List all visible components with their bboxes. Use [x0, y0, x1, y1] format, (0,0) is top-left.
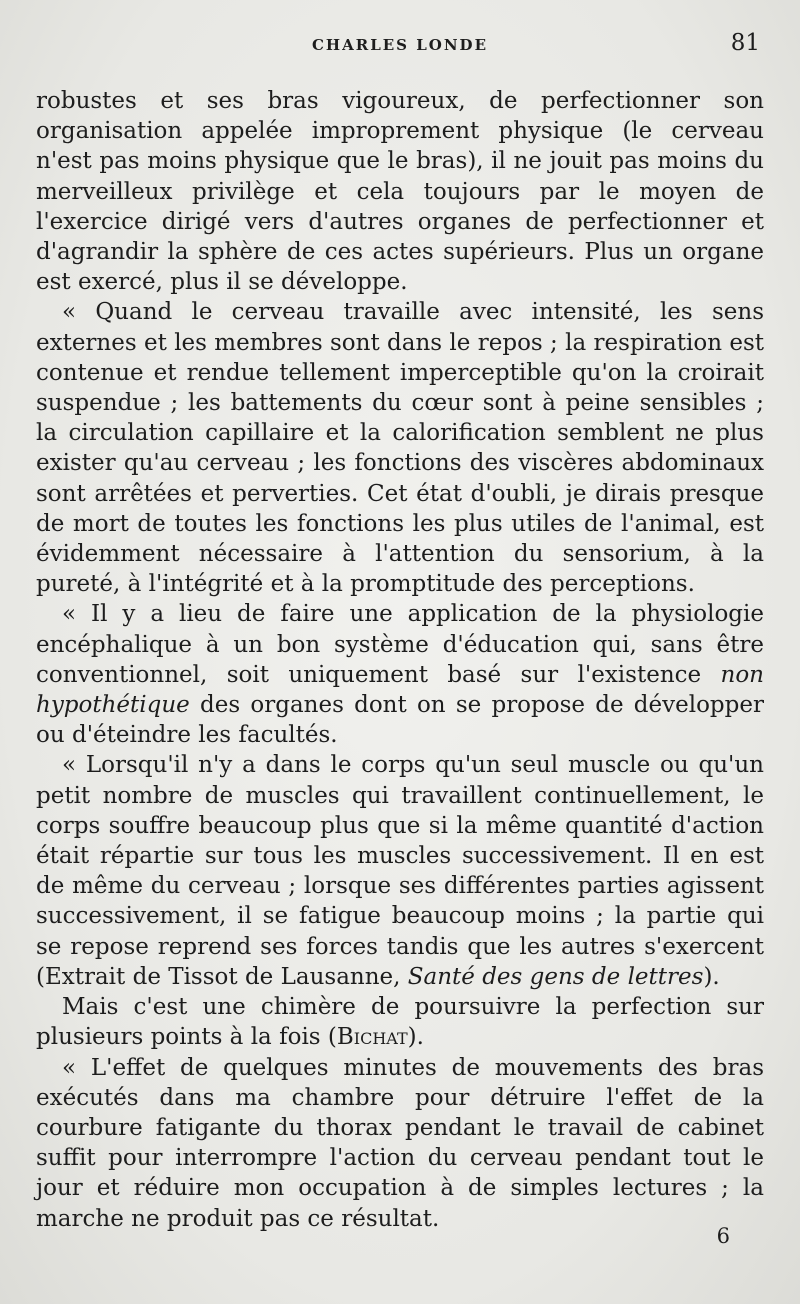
paragraph-5	[36, 992, 764, 1052]
paragraph-1: robustes et ses bras vigoureux, de perfectionner son organisation appelée improprement physique (le cerveau n'est pas moins physique que le bras), il ne jouit pas moins du merveilleux privilège et cela toujours par le moyen de l'exercice dirigé vers d'autres organes de perfectionner et d'agrandir la sphère de ces actes supérieurs. Plus un organe est exercé, plus il se développe.	[36, 88, 764, 296]
paragraph-5-text-b: ).	[407, 1024, 424, 1051]
running-title: CHARLES LONDE	[311, 36, 488, 54]
paragraph-4-italic: Santé des gens de lettres	[407, 963, 704, 990]
paragraph-3-italic: non hypothétique	[36, 661, 764, 719]
paragraph-5-text-a: Mais c'est une chimère de poursuivre la perfection sur plusieurs points à la fois (	[36, 994, 764, 1051]
paragraph-4-text-a: « Lorsqu'il n'y a dans le corps qu'un seul muscle ou qu'un petit nombre de muscles qui travaillent continuellement, le corps souffre beaucoup plus que si la même quantité d'action était répartie sur tous les muscles successivement. Il en est de même du cerveau ; lorsque ses différentes parties agissent successivement, il se fatigue beaucoup moins ; la partie qui se repose reprend ses forces tandis que les autres s'exercent (Extrait de Tissot de Lausanne,	[36, 752, 764, 990]
body-text	[36, 86, 764, 1234]
paragraph-4	[36, 750, 764, 992]
paragraph-5-smallcaps: Bichat	[336, 1024, 408, 1051]
paragraph-3-text-b: des organes dont on se propose de développer ou d'éteindre les facultés.	[36, 692, 764, 749]
paragraph-3-text-a: « Il y a lieu de faire une application de la physiologie encéphalique à un bon système d'éducation qui, sans être conventionnel, soit uniquement basé sur l'existence	[36, 601, 764, 688]
page-number: 81	[730, 30, 760, 56]
paragraph-2: « Quand le cerveau travaille avec intensité, les sens externes et les membres sont dans le repos ; la respiration est contenue et rendue tellement imperceptible qu'on la croirait suspendue ; les battements du cœur sont à peine sensibles ; la circulation capillaire et la calorification semblent ne plus exister qu'au cerveau ; les fonctions des viscères abdominaux sont arrêtées et perverties. Cet état d'oubli, je dirais presque de mort de toutes les fonctions les plus utiles de l'animal, est évidemment nécessaire à l'attention du sensorium, à la pureté, à l'intégrité et à la promptitude des perceptions.	[36, 299, 764, 598]
signature-number: 6	[716, 1224, 730, 1248]
paragraph-4-text-b: ).	[703, 963, 720, 990]
paragraph-3	[36, 599, 764, 750]
paragraph-6: « L'effet de quelques minutes de mouvements des bras exécutés dans ma chambre pour détruire l'effet de la courbure fatigante du thorax pendant le travail de cabinet suffit pour interrompre l'action du cerveau pendant tout le jour et réduire mon occupation à de simples lectures ; la marche ne produit pas ce résultat.	[36, 1054, 764, 1232]
